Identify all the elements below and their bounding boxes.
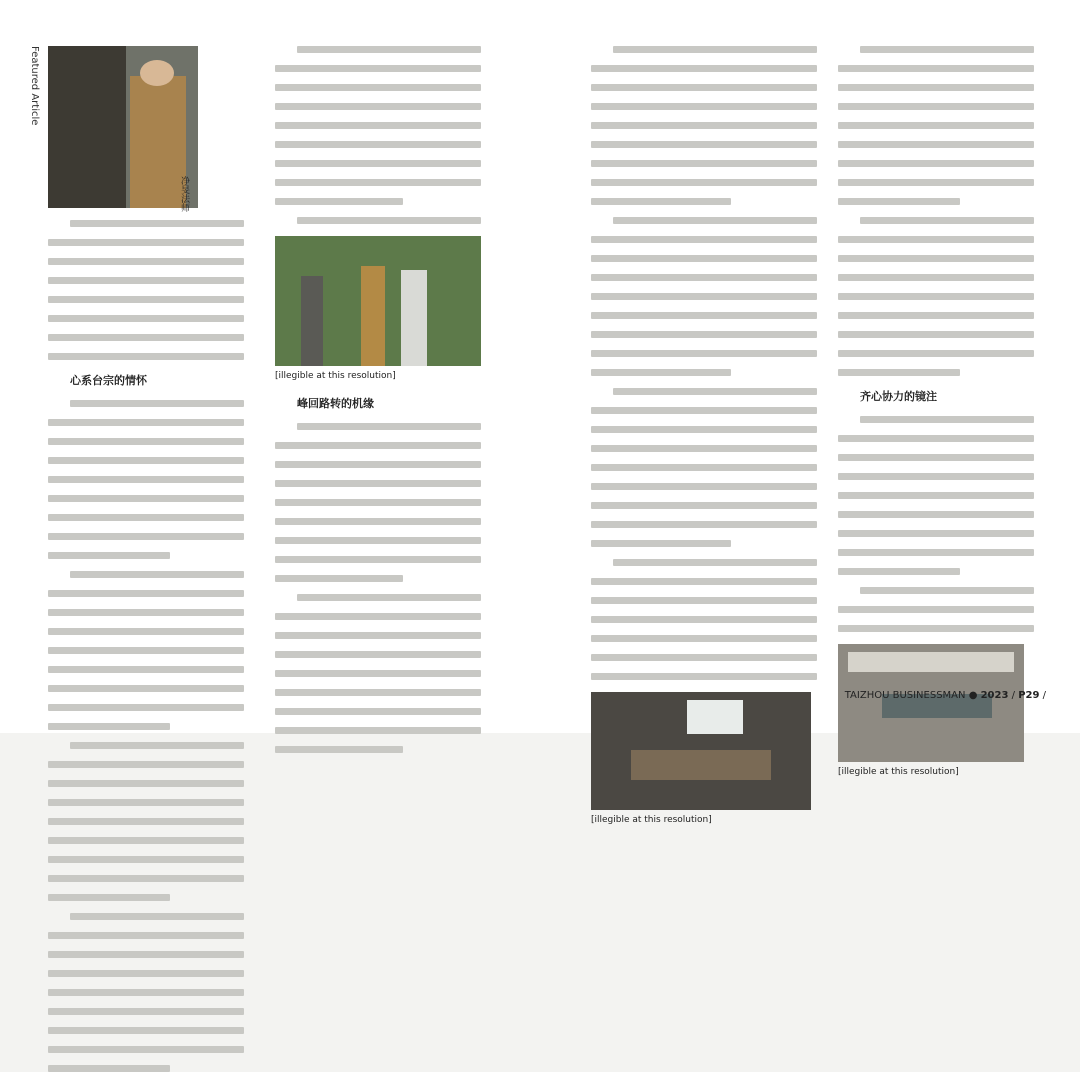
placeholder-text-line [275,670,481,677]
conference-photo [838,644,1024,762]
placeholder-text-line [48,609,244,616]
placeholder-text-line [591,635,817,642]
placeholder-text-line [838,274,1034,281]
magazine-name: TAIZHOU BUSINESSMAN [844,690,966,701]
footer-slash-end: / [1042,690,1046,701]
placeholder-text-line [838,84,1034,91]
page-number: P29 [1018,690,1040,701]
meeting-photo [591,692,811,810]
placeholder-text-line [48,258,244,265]
placeholder-text-line [591,654,817,661]
placeholder-text-line [838,160,1034,167]
section-side-tab [24,46,40,125]
placeholder-text-line [860,587,1034,594]
placeholder-text-line [275,499,481,506]
placeholder-text-line [613,388,817,395]
placeholder-text-line [591,426,817,433]
placeholder-text-line [48,685,244,692]
placeholder-text-line [297,594,481,601]
placeholder-text-line [275,727,481,734]
body-text-col-2a [275,46,481,224]
placeholder-text-line [591,369,731,376]
body-text-col-2b [275,423,481,753]
placeholder-text-line [275,746,403,753]
placeholder-text-line [591,84,817,91]
body-text-col-3 [591,46,817,680]
placeholder-text-line [48,666,244,673]
placeholder-text-line [591,578,817,585]
placeholder-text-line [275,575,403,582]
placeholder-text-line [48,239,244,246]
placeholder-text-line [48,628,244,635]
placeholder-text-line [838,454,1034,461]
body-text-col-4b [838,416,1034,632]
placeholder-text-line [838,369,960,376]
footer-bullet: ● [968,690,981,701]
placeholder-text-line [48,818,244,825]
body-text-col-1b [48,400,244,1072]
placeholder-text-line [613,46,817,53]
placeholder-text-line [838,122,1034,129]
placeholder-text-line [48,951,244,958]
photo-4-caption: [illegible at this resolution] [838,767,959,777]
column-1 [48,46,244,678]
placeholder-text-line [591,502,817,509]
placeholder-text-line [838,312,1034,319]
placeholder-text-line [275,518,481,525]
placeholder-text-line [838,492,1034,499]
body-text-col-4a [838,46,1034,376]
placeholder-text-line [48,894,170,901]
placeholder-text-line [591,540,731,547]
placeholder-text-line [838,198,960,205]
placeholder-text-line [591,103,817,110]
placeholder-text-line [838,255,1034,262]
placeholder-text-line [613,217,817,224]
placeholder-text-line [48,457,244,464]
placeholder-text-line [613,559,817,566]
placeholder-text-line [838,293,1034,300]
placeholder-text-line [275,708,481,715]
placeholder-text-line [297,46,481,53]
monk-bell-photo [48,46,198,208]
photo-1-caption: 净旻法师 [179,176,189,212]
placeholder-text-line [860,217,1034,224]
placeholder-text-line [838,606,1034,613]
placeholder-text-line [275,689,481,696]
placeholder-text-line [48,277,244,284]
placeholder-text-line [838,549,1034,556]
placeholder-text-line [838,350,1034,357]
placeholder-text-line [275,480,481,487]
placeholder-text-line [838,103,1034,110]
placeholder-text-line [591,198,731,205]
placeholder-text-line [48,875,244,882]
placeholder-text-line [591,445,817,452]
placeholder-text-line [275,84,481,91]
placeholder-text-line [838,179,1034,186]
placeholder-text-line [48,476,244,483]
placeholder-text-line [591,122,817,129]
placeholder-text-line [48,856,244,863]
placeholder-text-line [275,613,481,620]
photo-2-caption: [illegible at this resolution] [275,371,396,381]
placeholder-text-line [838,141,1034,148]
placeholder-text-line [838,530,1034,537]
placeholder-text-line [48,315,244,322]
photo-3-caption: [illegible at this resolution] [591,815,712,825]
placeholder-text-line [48,1027,244,1034]
placeholder-text-line [48,419,244,426]
placeholder-text-line [275,65,481,72]
placeholder-text-line [838,65,1034,72]
footer-slash: / [1011,690,1019,701]
placeholder-text-line [591,350,817,357]
placeholder-text-line [48,1008,244,1015]
placeholder-text-line [48,989,244,996]
placeholder-text-line [297,423,481,430]
placeholder-text-line [591,255,817,262]
placeholder-text-line [591,464,817,471]
placeholder-text-line [591,331,817,338]
placeholder-text-line [48,1046,244,1053]
placeholder-text-line [70,742,244,749]
section-heading-3: 齐心协力的镜注 [860,390,937,403]
placeholder-text-line [48,723,170,730]
issue-year: 2023 [980,690,1009,701]
placeholder-text-line [48,514,244,521]
placeholder-text-line [591,141,817,148]
placeholder-text-line [838,511,1034,518]
placeholder-text-line [838,625,1034,632]
placeholder-text-line [48,438,244,445]
body-text-col-1a [48,220,244,360]
placeholder-text-line [275,122,481,129]
placeholder-text-line [591,65,817,72]
placeholder-text-line [48,780,244,787]
placeholder-text-line [275,651,481,658]
placeholder-text-line [48,932,244,939]
placeholder-text-line [48,799,244,806]
column-2 [275,46,481,678]
placeholder-text-line [275,160,481,167]
placeholder-text-line [48,334,244,341]
placeholder-text-line [838,331,1034,338]
placeholder-text-line [860,46,1034,53]
placeholder-text-line [275,103,481,110]
placeholder-text-line [275,198,403,205]
placeholder-text-line [838,568,960,575]
placeholder-text-line [48,552,170,559]
placeholder-text-line [275,537,481,544]
placeholder-text-line [838,473,1034,480]
placeholder-text-line [591,160,817,167]
placeholder-text-line [48,761,244,768]
side-tab-label: Featured Article [29,46,40,126]
column-3 [591,46,817,825]
placeholder-text-line [591,407,817,414]
placeholder-text-line [591,179,817,186]
placeholder-text-line [70,220,244,227]
placeholder-text-line [838,236,1034,243]
placeholder-text-line [591,597,817,604]
placeholder-text-line [275,141,481,148]
placeholder-text-line [48,353,244,360]
placeholder-text-line [275,461,481,468]
placeholder-text-line [275,442,481,449]
placeholder-text-line [297,217,481,224]
placeholder-text-line [48,704,244,711]
placeholder-text-line [70,400,244,407]
placeholder-text-line [70,571,244,578]
placeholder-text-line [591,274,817,281]
placeholder-text-line [275,556,481,563]
placeholder-text-line [48,1065,170,1072]
placeholder-text-line [591,673,817,680]
placeholder-text-line [48,495,244,502]
placeholder-text-line [860,416,1034,423]
placeholder-text-line [591,293,817,300]
field-visit-photo [275,236,481,366]
page-footer [845,690,1046,701]
placeholder-text-line [48,837,244,844]
placeholder-text-line [591,236,817,243]
placeholder-text-line [48,647,244,654]
placeholder-text-line [591,312,817,319]
placeholder-text-line [591,483,817,490]
placeholder-text-line [48,590,244,597]
placeholder-text-line [275,179,481,186]
placeholder-text-line [591,521,817,528]
section-heading-2: 峰回路转的机缘 [297,397,374,410]
placeholder-text-line [70,913,244,920]
placeholder-text-line [591,616,817,623]
section-heading-1: 心系台宗的情怀 [70,374,147,387]
placeholder-text-line [838,435,1034,442]
placeholder-text-line [48,533,244,540]
placeholder-text-line [48,970,244,977]
placeholder-text-line [275,632,481,639]
placeholder-text-line [48,296,244,303]
